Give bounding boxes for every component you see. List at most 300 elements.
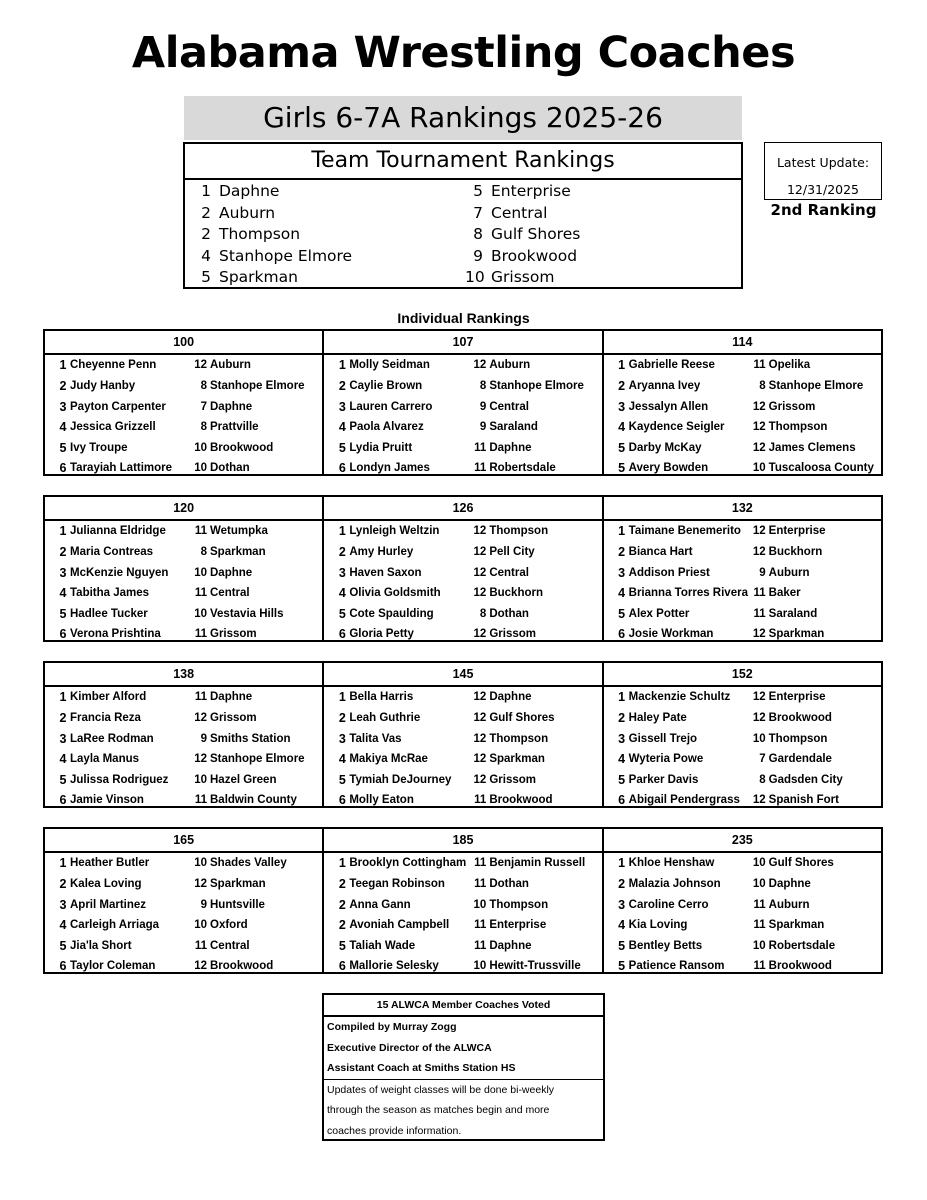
wrestler-name: Kimber Alford — [70, 691, 147, 703]
ranking-row — [45, 895, 322, 915]
wrestler-school: Stanhope Elmore — [768, 380, 864, 392]
wrestler-grade: 10 — [752, 878, 766, 890]
rank-number: 5 — [59, 441, 67, 455]
weight-class-header: 235 — [604, 829, 881, 853]
wrestler-school: Daphne — [768, 878, 811, 890]
rank-number: 4 — [59, 586, 67, 600]
wrestler-grade: 11 — [474, 857, 487, 869]
weight-class-table — [45, 331, 324, 474]
rank-number: 4 — [618, 752, 626, 766]
wrestler-grade: 10 — [194, 442, 207, 454]
wrestler-grade: 12 — [194, 359, 207, 371]
ranking-row — [45, 708, 322, 728]
rank-number: 2 — [338, 545, 346, 559]
wrestler-grade: 12 — [473, 691, 487, 703]
ranking-row — [604, 729, 881, 749]
rank-number: 5 — [59, 939, 67, 953]
wrestler-school: Smiths Station — [210, 733, 291, 745]
wrestler-grade: 8 — [200, 380, 207, 392]
weight-class-table — [45, 663, 324, 806]
wrestler-school: Hewitt-Trussville — [489, 960, 581, 972]
ranking-row — [604, 687, 881, 707]
rank-number: 5 — [618, 959, 626, 973]
ranking-row — [324, 397, 601, 417]
wrestler-name: Tymiah DeJourney — [349, 774, 452, 786]
wrestler-name: Ivy Troupe — [70, 442, 128, 454]
wrestler-school: Grissom — [210, 628, 257, 640]
rank-number: 1 — [338, 358, 346, 372]
wrestler-grade: 12 — [752, 442, 766, 454]
wrestler-school: Enterprise — [489, 919, 547, 931]
ranking-row — [324, 895, 601, 915]
wrestler-school: Baldwin County — [210, 794, 297, 806]
rank-number: 4 — [59, 918, 67, 932]
wrestler-grade: 11 — [753, 899, 766, 911]
ranking-row — [604, 376, 881, 396]
wrestler-grade: 12 — [473, 774, 487, 786]
rank-number: 5 — [338, 939, 346, 953]
weight-class-table — [45, 829, 324, 972]
wrestler-name: Carleigh Arriaga — [70, 919, 160, 931]
wrestler-name: Brianna Torres Rivera — [628, 587, 748, 599]
wrestler-grade: 12 — [194, 960, 207, 972]
wrestler-school: Sparkman — [210, 878, 266, 890]
wrestler-name: Patience Ransom — [628, 960, 725, 972]
ranking-row — [324, 936, 601, 956]
ranking-row — [45, 604, 322, 624]
rank-number: 2 — [338, 711, 346, 725]
ranking-row — [604, 542, 881, 562]
rank-number: 2 — [59, 379, 67, 393]
ranking-row — [604, 853, 881, 873]
latest-update-date: 12/31/2025 — [786, 182, 860, 197]
rank-number: 2 — [59, 545, 67, 559]
weight-class-header: 132 — [604, 497, 881, 521]
ranking-row — [324, 563, 601, 583]
rank-number: 3 — [59, 898, 67, 912]
rank-number: 4 — [59, 752, 67, 766]
wrestler-name: Molly Seidman — [349, 359, 430, 371]
wrestler-school: Buckhorn — [489, 587, 543, 599]
wrestler-name: April Martinez — [70, 899, 147, 911]
wrestler-name: Kia Loving — [628, 919, 688, 931]
wrestler-name: Layla Manus — [70, 753, 140, 765]
rank-number: 5 — [59, 607, 67, 621]
wrestler-grade: 12 — [752, 712, 766, 724]
weight-class-header: 152 — [604, 663, 881, 687]
ranking-row — [324, 708, 601, 728]
wrestler-grade: 10 — [752, 733, 766, 745]
wrestler-school: Stanhope Elmore — [489, 380, 584, 392]
wrestler-school: Tuscaloosa County — [768, 462, 874, 474]
wrestler-name: Caroline Cerro — [628, 899, 709, 911]
page-title: Alabama Wrestling Coaches — [131, 28, 796, 78]
wrestler-name: Lauren Carrero — [349, 401, 433, 413]
wrestler-grade: 10 — [194, 462, 207, 474]
wrestler-grade: 11 — [194, 691, 207, 703]
ranking-row — [604, 397, 881, 417]
wrestler-school: Thompson — [489, 899, 549, 911]
rank-number: 5 — [618, 461, 626, 475]
ranking-row — [45, 624, 322, 644]
ranking-row — [324, 749, 601, 769]
wrestler-school: Baker — [768, 587, 801, 599]
ranking-row — [604, 790, 881, 810]
wrestler-grade: 11 — [753, 359, 766, 371]
wrestler-grade: 10 — [194, 567, 207, 579]
ranking-row — [45, 521, 322, 541]
ranking-row — [324, 542, 601, 562]
wrestler-school: Central — [210, 587, 250, 599]
wrestler-name: Gloria Petty — [349, 628, 414, 640]
rank-number: 2 — [59, 877, 67, 891]
wrestler-name: Tabitha James — [70, 587, 150, 599]
ranking-row — [324, 729, 601, 749]
ranking-row — [324, 790, 601, 810]
wrestler-name: Mallorie Selesky — [349, 960, 439, 972]
wrestler-school: Opelika — [768, 359, 811, 371]
weight-class-header: 126 — [324, 497, 601, 521]
rank-number: 6 — [338, 793, 346, 807]
rank-number: 2 — [618, 545, 626, 559]
wrestler-school: Gulf Shores — [489, 712, 555, 724]
wrestler-school: Daphne — [489, 940, 532, 952]
wrestler-school: Auburn — [210, 359, 251, 371]
wrestler-grade: 8 — [200, 421, 207, 433]
wrestler-school: Gardendale — [768, 753, 832, 765]
wrestler-school: Shades Valley — [210, 857, 287, 869]
wrestler-name: Amy Hurley — [349, 546, 414, 558]
rank-number: 2 — [618, 711, 626, 725]
wrestler-school: Gadsden City — [768, 774, 843, 786]
wrestler-grade: 12 — [473, 712, 487, 724]
wrestler-school: Daphne — [489, 442, 532, 454]
wrestler-name: Cheyenne Penn — [70, 359, 157, 371]
wrestler-name: Francia Reza — [70, 712, 141, 724]
footer-note: Updates of weight classes will be done bi-weekly — [327, 1083, 555, 1096]
footer-line: Executive Director of the ALWCA — [327, 1041, 492, 1054]
team-ranking-row: 4 Stanhope Elmore — [201, 247, 353, 265]
weight-class-table — [324, 663, 603, 806]
wrestler-school: Brookwood — [489, 794, 553, 806]
wrestler-school: Brookwood — [210, 442, 274, 454]
wrestler-grade: 12 — [752, 794, 766, 806]
wrestler-name: Caylie Brown — [349, 380, 423, 392]
ranking-row — [45, 915, 322, 935]
team-ranking-row: 1 Daphne — [201, 182, 280, 200]
wrestler-school: Grissom — [210, 712, 257, 724]
wrestler-grade: 12 — [473, 546, 487, 558]
rank-number: 3 — [338, 566, 346, 580]
ranking-row — [45, 936, 322, 956]
rank-number: 6 — [338, 959, 346, 973]
wrestler-grade: 10 — [194, 919, 207, 931]
latest-update-label: Latest Update: — [776, 155, 870, 170]
rank-number: 3 — [338, 400, 346, 414]
wrestler-school: Sparkman — [489, 753, 545, 765]
wrestler-school: James Clemens — [768, 442, 856, 454]
ranking-row — [604, 604, 881, 624]
wrestler-school: Prattville — [210, 421, 259, 433]
wrestler-school: Sparkman — [768, 628, 825, 640]
wrestler-grade: 12 — [194, 712, 207, 724]
weight-group-row — [43, 661, 883, 808]
wrestler-name: Anna Gann — [349, 899, 411, 911]
wrestler-name: Bianca Hart — [628, 546, 693, 558]
page-subtitle: Girls 6-7A Rankings 2025-26 — [184, 96, 742, 140]
team-ranking-row: 2 Auburn — [201, 204, 276, 222]
wrestler-school: Wetumpka — [210, 525, 268, 537]
wrestler-grade: 10 — [194, 608, 207, 620]
wrestler-grade: 8 — [200, 546, 207, 558]
wrestler-grade: 12 — [473, 525, 487, 537]
wrestler-school: Thompson — [768, 733, 828, 745]
wrestler-school: Thompson — [768, 421, 828, 433]
ranking-row — [604, 895, 881, 915]
rank-number: 5 — [338, 441, 346, 455]
wrestler-name: Addison Priest — [628, 567, 710, 579]
wrestler-school: Auburn — [489, 359, 531, 371]
rank-number: 1 — [59, 690, 67, 704]
ranking-row — [45, 542, 322, 562]
wrestler-name: Talita Vas — [349, 733, 402, 745]
rank-number: 5 — [59, 773, 67, 787]
weight-class-table — [324, 497, 603, 640]
wrestler-name: Verona Prishtina — [70, 628, 161, 640]
wrestler-school: Brookwood — [210, 960, 274, 972]
wrestler-grade: 9 — [200, 733, 207, 745]
wrestler-grade: 12 — [752, 628, 766, 640]
wrestler-name: LaRee Rodman — [70, 733, 154, 745]
weight-class-header: 114 — [604, 331, 881, 355]
rank-number: 2 — [618, 877, 626, 891]
rank-number: 2 — [618, 379, 626, 393]
wrestler-school: Grissom — [768, 401, 816, 413]
weight-class-table — [604, 663, 881, 806]
wrestler-grade: 7 — [759, 753, 766, 765]
wrestler-grade: 8 — [479, 608, 487, 620]
rank-number: 6 — [59, 461, 67, 475]
wrestler-grade: 10 — [752, 462, 766, 474]
ranking-row — [324, 956, 601, 976]
wrestler-grade: 10 — [473, 899, 487, 911]
footer-line: Compiled by Murray Zogg — [327, 1021, 457, 1033]
wrestler-school: Auburn — [768, 567, 810, 579]
wrestler-name: Julianna Eldridge — [70, 525, 166, 537]
wrestler-grade: 12 — [473, 359, 487, 371]
wrestler-grade: 10 — [752, 940, 766, 952]
wrestler-name: Kaydence Seigler — [628, 421, 725, 433]
ranking-row — [604, 521, 881, 541]
ranking-row — [604, 624, 881, 644]
ranking-row — [45, 853, 322, 873]
wrestler-school: Grissom — [489, 628, 536, 640]
ranking-row — [604, 770, 881, 790]
rank-number: 1 — [338, 690, 346, 704]
team-rankings-box — [183, 142, 743, 289]
wrestler-school: Sparkman — [210, 546, 266, 558]
weight-class-header: 107 — [324, 331, 601, 355]
wrestler-grade: 8 — [759, 774, 766, 786]
ranking-row — [45, 749, 322, 769]
wrestler-school: Benjamin Russell — [489, 857, 586, 869]
wrestler-grade: 12 — [473, 733, 487, 745]
wrestler-name: Teegan Robinson — [349, 878, 445, 890]
rank-number: 4 — [618, 918, 626, 932]
wrestler-grade: 11 — [474, 878, 487, 890]
rank-number: 2 — [338, 877, 346, 891]
rank-number: 5 — [618, 607, 626, 621]
wrestler-school: Daphne — [489, 691, 532, 703]
rank-number: 5 — [618, 939, 626, 953]
footer-box — [322, 993, 605, 1141]
rank-number: 5 — [338, 607, 346, 621]
wrestler-name: Josie Workman — [628, 628, 714, 640]
wrestler-school: Pell City — [489, 546, 535, 558]
ranking-row — [604, 749, 881, 769]
wrestler-grade: 11 — [474, 919, 487, 931]
wrestler-name: Tarayiah Lattimore — [70, 462, 173, 474]
ranking-row — [45, 956, 322, 976]
wrestler-school: Saraland — [768, 608, 818, 620]
wrestler-name: Taimane Benemerito — [628, 525, 741, 537]
wrestler-school: Buckhorn — [768, 546, 823, 558]
wrestler-grade: 9 — [479, 401, 487, 413]
wrestler-grade: 8 — [479, 380, 487, 392]
wrestler-school: Central — [489, 567, 529, 579]
ranking-row — [324, 376, 601, 396]
weight-class-table — [604, 497, 881, 640]
ranking-row — [45, 874, 322, 894]
wrestler-grade: 11 — [753, 608, 766, 620]
weight-class-table — [324, 331, 603, 474]
ranking-row — [45, 790, 322, 810]
wrestler-grade: 8 — [759, 380, 766, 392]
wrestler-school: Central — [489, 401, 529, 413]
wrestler-school: Brookwood — [768, 712, 832, 724]
wrestler-grade: 9 — [759, 567, 766, 579]
wrestler-school: Robertsdale — [489, 462, 556, 474]
wrestler-school: Dothan — [210, 462, 250, 474]
rank-number: 1 — [59, 358, 67, 372]
rank-number: 6 — [618, 627, 626, 641]
ranking-row — [45, 397, 322, 417]
wrestler-grade: 12 — [752, 546, 766, 558]
wrestler-grade: 12 — [752, 691, 766, 703]
weight-class-table — [604, 331, 881, 474]
ranking-row — [45, 458, 322, 478]
wrestler-school: Daphne — [210, 691, 253, 703]
wrestler-name: Hadlee Tucker — [70, 608, 148, 620]
wrestler-grade: 12 — [194, 753, 207, 765]
wrestler-name: Parker Davis — [628, 774, 699, 786]
team-ranking-row: 5 Sparkman — [201, 268, 298, 286]
rank-number: 1 — [618, 358, 626, 372]
rank-number: 1 — [618, 690, 626, 704]
wrestler-school: Brookwood — [768, 960, 832, 972]
wrestler-grade: 9 — [200, 899, 207, 911]
wrestler-name: Gabrielle Reese — [628, 359, 715, 371]
ranking-row — [324, 583, 601, 603]
rank-number: 3 — [59, 400, 67, 414]
wrestler-school: Huntsville — [210, 899, 265, 911]
team-ranking-row: 5 Enterprise — [473, 182, 571, 200]
weight-class-header: 165 — [45, 829, 322, 853]
rank-number: 1 — [618, 524, 626, 538]
individual-rankings-title: Individual Rankings — [397, 310, 530, 326]
ranking-row — [45, 376, 322, 396]
wrestler-name: Malazia Johnson — [628, 878, 721, 890]
wrestler-school: Stanhope Elmore — [210, 753, 305, 765]
wrestler-name: Jessica Grizzell — [70, 421, 156, 433]
wrestler-name: Mackenzie Schultz — [628, 691, 731, 703]
rank-number: 1 — [59, 524, 67, 538]
wrestler-grade: 11 — [194, 587, 207, 599]
weight-group-row — [43, 827, 883, 974]
rank-number: 4 — [618, 586, 626, 600]
rank-number: 5 — [618, 441, 626, 455]
wrestler-name: Jessalyn Allen — [628, 401, 709, 413]
wrestler-grade: 11 — [753, 919, 766, 931]
rank-number: 5 — [338, 773, 346, 787]
wrestler-name: Payton Carpenter — [70, 401, 166, 413]
rank-number: 3 — [338, 732, 346, 746]
wrestler-school: Daphne — [210, 401, 253, 413]
weight-class-header: 138 — [45, 663, 322, 687]
wrestler-name: Haven Saxon — [349, 567, 422, 579]
rank-number: 4 — [338, 420, 346, 434]
wrestler-name: Taylor Coleman — [70, 960, 156, 972]
ranking-row — [604, 915, 881, 935]
wrestler-school: Enterprise — [768, 691, 826, 703]
wrestler-grade: 7 — [200, 401, 207, 413]
weight-group-row — [43, 495, 883, 642]
weight-class-header: 100 — [45, 331, 322, 355]
footer-line: Assistant Coach at Smiths Station HS — [327, 1062, 516, 1074]
wrestler-school: Thompson — [489, 525, 549, 537]
latest-update-box — [764, 142, 882, 200]
wrestler-school: Hazel Green — [210, 774, 277, 786]
wrestler-grade: 12 — [194, 878, 207, 890]
rank-number: 4 — [59, 420, 67, 434]
wrestler-school: Robertsdale — [768, 940, 836, 952]
wrestler-grade: 11 — [474, 794, 487, 806]
rank-number: 2 — [338, 918, 346, 932]
wrestler-grade: 12 — [752, 421, 766, 433]
wrestler-name: Khloe Henshaw — [628, 857, 715, 869]
wrestler-name: Darby McKay — [628, 442, 702, 454]
wrestler-name: Olivia Goldsmith — [349, 587, 441, 599]
rank-number: 3 — [59, 566, 67, 580]
ranking-row — [324, 355, 601, 375]
wrestler-school: Sparkman — [768, 919, 825, 931]
team-ranking-row: 9 Brookwood — [473, 247, 578, 265]
wrestler-name: Wyteria Powe — [628, 753, 704, 765]
team-ranking-row: 10 Grissom — [465, 268, 555, 286]
ranking-row — [604, 563, 881, 583]
ranking-row — [604, 583, 881, 603]
wrestler-name: McKenzie Nguyen — [70, 567, 169, 579]
ranking-number: 2nd Ranking — [770, 201, 877, 219]
wrestler-name: Jamie Vinson — [70, 794, 144, 806]
ranking-row — [324, 624, 601, 644]
rank-number: 6 — [59, 627, 67, 641]
ranking-row — [324, 417, 601, 437]
wrestler-name: Londyn James — [349, 462, 430, 474]
rank-number: 5 — [618, 773, 626, 787]
wrestler-name: Jia'la Short — [70, 940, 132, 952]
footer-note: through the season as matches begin and more — [327, 1104, 550, 1116]
